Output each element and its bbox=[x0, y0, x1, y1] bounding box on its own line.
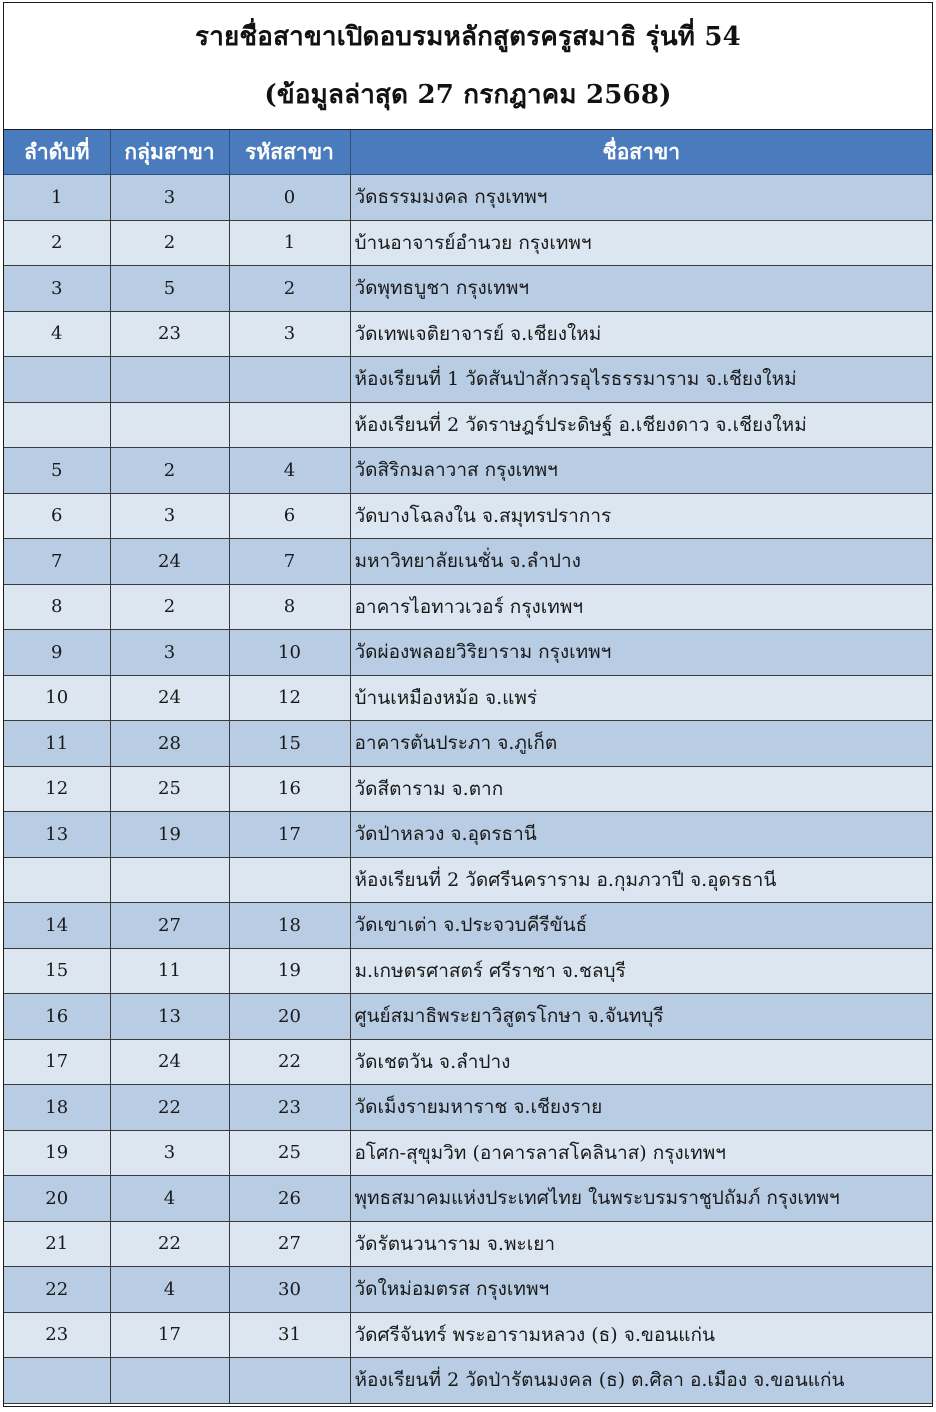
cell-branch-name: ศูนย์สมาธิพระยาวิสูตรโกษา จ.จันทบุรี bbox=[350, 994, 932, 1040]
cell-order: 7 bbox=[4, 539, 110, 585]
cell-order bbox=[4, 857, 110, 903]
cell-branch-name: วัดสีตาราม จ.ตาก bbox=[350, 766, 932, 812]
cell-group: 3 bbox=[110, 630, 229, 676]
cell-code: 22 bbox=[229, 1039, 350, 1085]
table-row bbox=[4, 1221, 932, 1267]
table-row bbox=[4, 220, 932, 266]
cell-order: 18 bbox=[4, 1085, 110, 1131]
cell-order: 3 bbox=[4, 266, 110, 312]
cell-branch-name: อาคารไอทาวเวอร์ กรุงเทพฯ bbox=[350, 584, 932, 630]
cell-order: 17 bbox=[4, 1039, 110, 1085]
table-row bbox=[4, 857, 932, 903]
cell-order: 19 bbox=[4, 1130, 110, 1176]
cell-code: 15 bbox=[229, 721, 350, 767]
cell-group bbox=[110, 1358, 229, 1404]
cell-branch-name: วัดพุทธบูชา กรุงเทพฯ bbox=[350, 266, 932, 312]
cell-order bbox=[4, 357, 110, 403]
table-row bbox=[4, 448, 932, 494]
table-row bbox=[4, 175, 932, 221]
cell-order: 21 bbox=[4, 1221, 110, 1267]
cell-branch-name: วัดเม็งรายมหาราช จ.เชียงราย bbox=[350, 1085, 932, 1131]
cell-branch-name: วัดสิริกมลาวาส กรุงเทพฯ bbox=[350, 448, 932, 494]
cell-order: 9 bbox=[4, 630, 110, 676]
cell-code: 3 bbox=[229, 311, 350, 357]
cell-code: 2 bbox=[229, 266, 350, 312]
cell-order bbox=[4, 402, 110, 448]
cell-order: 13 bbox=[4, 812, 110, 858]
cell-order: 20 bbox=[4, 1176, 110, 1222]
cell-code: 6 bbox=[229, 493, 350, 539]
cell-order: 10 bbox=[4, 675, 110, 721]
cell-code: 23 bbox=[229, 1085, 350, 1131]
cell-order: 8 bbox=[4, 584, 110, 630]
table-row bbox=[4, 1085, 932, 1131]
header-code: รหัสสาขา bbox=[229, 130, 350, 175]
branch-table bbox=[4, 130, 932, 1404]
cell-group bbox=[110, 402, 229, 448]
cell-order: 11 bbox=[4, 721, 110, 767]
table-row bbox=[4, 493, 932, 539]
cell-order: 1 bbox=[4, 175, 110, 221]
table-row bbox=[4, 766, 932, 812]
cell-code bbox=[229, 1358, 350, 1404]
cell-code: 27 bbox=[229, 1221, 350, 1267]
cell-code: 10 bbox=[229, 630, 350, 676]
cell-code: 20 bbox=[229, 994, 350, 1040]
cell-order: 6 bbox=[4, 493, 110, 539]
cell-branch-name: บ้านอาจารย์อำนวย กรุงเทพฯ bbox=[350, 220, 932, 266]
cell-branch-name: บ้านเหมืองหม้อ จ.แพร่ bbox=[350, 675, 932, 721]
cell-branch-name: มหาวิทยาลัยเนชั่น จ.ลำปาง bbox=[350, 539, 932, 585]
cell-code: 25 bbox=[229, 1130, 350, 1176]
cell-group: 24 bbox=[110, 1039, 229, 1085]
table-row bbox=[4, 357, 932, 403]
table-row bbox=[4, 1130, 932, 1176]
cell-code: 8 bbox=[229, 584, 350, 630]
cell-branch-name: วัดเทพเจติยาจารย์ จ.เชียงใหม่ bbox=[350, 311, 932, 357]
cell-code bbox=[229, 857, 350, 903]
cell-group: 24 bbox=[110, 539, 229, 585]
cell-branch-name: วัดป่าหลวง จ.อุดรธานี bbox=[350, 812, 932, 858]
cell-branch-name: วัดบางโฉลงใน จ.สมุทรปราการ bbox=[350, 493, 932, 539]
cell-branch-name: ห้องเรียนที่ 1 วัดสันป่าสักวรอุไรธรรมาราม จ.เชียงใหม่ bbox=[350, 357, 932, 403]
table-row bbox=[4, 1039, 932, 1085]
cell-order: 2 bbox=[4, 220, 110, 266]
cell-code: 7 bbox=[229, 539, 350, 585]
cell-branch-name: พุทธสมาคมแห่งประเทศไทย ในพระบรมราชูปถัมภ์ กรุงเทพฯ bbox=[350, 1176, 932, 1222]
cell-code: 17 bbox=[229, 812, 350, 858]
cell-group: 22 bbox=[110, 1221, 229, 1267]
table-row bbox=[4, 1358, 932, 1404]
cell-group bbox=[110, 857, 229, 903]
cell-group: 5 bbox=[110, 266, 229, 312]
table-row bbox=[4, 311, 932, 357]
cell-branch-name: วัดศรีจันทร์ พระอารามหลวง (ธ) จ.ขอนแก่น bbox=[350, 1312, 932, 1358]
cell-group: 4 bbox=[110, 1176, 229, 1222]
table-row bbox=[4, 994, 932, 1040]
cell-group bbox=[110, 357, 229, 403]
cell-group: 2 bbox=[110, 220, 229, 266]
table-row bbox=[4, 539, 932, 585]
cell-code: 12 bbox=[229, 675, 350, 721]
table-row bbox=[4, 721, 932, 767]
table-row bbox=[4, 903, 932, 949]
table-row bbox=[4, 1267, 932, 1313]
cell-group: 22 bbox=[110, 1085, 229, 1131]
header-group: กลุ่มสาขา bbox=[110, 130, 229, 175]
cell-group: 28 bbox=[110, 721, 229, 767]
cell-group: 2 bbox=[110, 448, 229, 494]
cell-code: 16 bbox=[229, 766, 350, 812]
table-row bbox=[4, 675, 932, 721]
cell-branch-name: ห้องเรียนที่ 2 วัดราษฎร์ประดิษฐ์ อ.เชียงดาว จ.เชียงใหม่ bbox=[350, 402, 932, 448]
cell-order bbox=[4, 1358, 110, 1404]
cell-order: 22 bbox=[4, 1267, 110, 1313]
table-row bbox=[4, 1312, 932, 1358]
cell-order: 4 bbox=[4, 311, 110, 357]
table-row bbox=[4, 402, 932, 448]
table-row bbox=[4, 1176, 932, 1222]
page-title: รายชื่อสาขาเปิดอบรมหลักสูตรครูสมาธิ รุ่นที่ 54 bbox=[195, 22, 741, 52]
cell-group: 2 bbox=[110, 584, 229, 630]
cell-branch-name: อาคารตันประภา จ.ภูเก็ต bbox=[350, 721, 932, 767]
cell-branch-name: ม.เกษตรศาสตร์ ศรีราชา จ.ชลบุรี bbox=[350, 948, 932, 994]
cell-group: 27 bbox=[110, 903, 229, 949]
cell-branch-name: วัดผ่องพลอยวิริยาราม กรุงเทพฯ bbox=[350, 630, 932, 676]
cell-code: 31 bbox=[229, 1312, 350, 1358]
cell-order: 14 bbox=[4, 903, 110, 949]
cell-code bbox=[229, 357, 350, 403]
cell-order: 16 bbox=[4, 994, 110, 1040]
cell-group: 24 bbox=[110, 675, 229, 721]
cell-group: 13 bbox=[110, 994, 229, 1040]
cell-code bbox=[229, 402, 350, 448]
cell-branch-name: อโศก-สุขุมวิท (อาคารลาสโคลินาส) กรุงเทพฯ bbox=[350, 1130, 932, 1176]
cell-code: 1 bbox=[229, 220, 350, 266]
table-row bbox=[4, 812, 932, 858]
table-row bbox=[4, 948, 932, 994]
table-row bbox=[4, 266, 932, 312]
table-row bbox=[4, 584, 932, 630]
cell-branch-name: วัดเชตวัน จ.ลำปาง bbox=[350, 1039, 932, 1085]
cell-group: 17 bbox=[110, 1312, 229, 1358]
cell-branch-name: วัดใหม่อมตรส กรุงเทพฯ bbox=[350, 1267, 932, 1313]
cell-group: 19 bbox=[110, 812, 229, 858]
cell-order: 23 bbox=[4, 1312, 110, 1358]
cell-group: 11 bbox=[110, 948, 229, 994]
cell-branch-name: วัดรัตนวนาราม จ.พะเยา bbox=[350, 1221, 932, 1267]
cell-code: 18 bbox=[229, 903, 350, 949]
header-row bbox=[4, 130, 932, 175]
cell-order: 15 bbox=[4, 948, 110, 994]
header-name: ชื่อสาขา bbox=[350, 130, 932, 175]
cell-code: 4 bbox=[229, 448, 350, 494]
cell-code: 30 bbox=[229, 1267, 350, 1313]
cell-branch-name: วัดเขาเต่า จ.ประจวบคีรีขันธ์ bbox=[350, 903, 932, 949]
table-body bbox=[4, 175, 932, 1404]
cell-code: 19 bbox=[229, 948, 350, 994]
cell-group: 25 bbox=[110, 766, 229, 812]
cell-order: 5 bbox=[4, 448, 110, 494]
page-subtitle-date: (ข้อมูลล่าสุด 27 กรกฎาคม 2568) bbox=[264, 80, 672, 110]
branch-list-sheet bbox=[3, 2, 933, 1407]
cell-group: 3 bbox=[110, 1130, 229, 1176]
cell-branch-name: ห้องเรียนที่ 2 วัดศรีนคราราม อ.กุมภวาปี จ.อุดรธานี bbox=[350, 857, 932, 903]
cell-code: 26 bbox=[229, 1176, 350, 1222]
title-block bbox=[4, 3, 932, 130]
table-header bbox=[4, 130, 932, 175]
cell-group: 3 bbox=[110, 493, 229, 539]
cell-code: 0 bbox=[229, 175, 350, 221]
table-row bbox=[4, 630, 932, 676]
cell-group: 3 bbox=[110, 175, 229, 221]
cell-branch-name: ห้องเรียนที่ 2 วัดป่ารัตนมงคล (ธ) ต.ศิลา อ.เมือง จ.ขอนแก่น bbox=[350, 1358, 932, 1404]
cell-order: 12 bbox=[4, 766, 110, 812]
cell-branch-name: วัดธรรมมงคล กรุงเทพฯ bbox=[350, 175, 932, 221]
cell-group: 4 bbox=[110, 1267, 229, 1313]
header-order: ลำดับที่ bbox=[4, 130, 110, 175]
cell-group: 23 bbox=[110, 311, 229, 357]
